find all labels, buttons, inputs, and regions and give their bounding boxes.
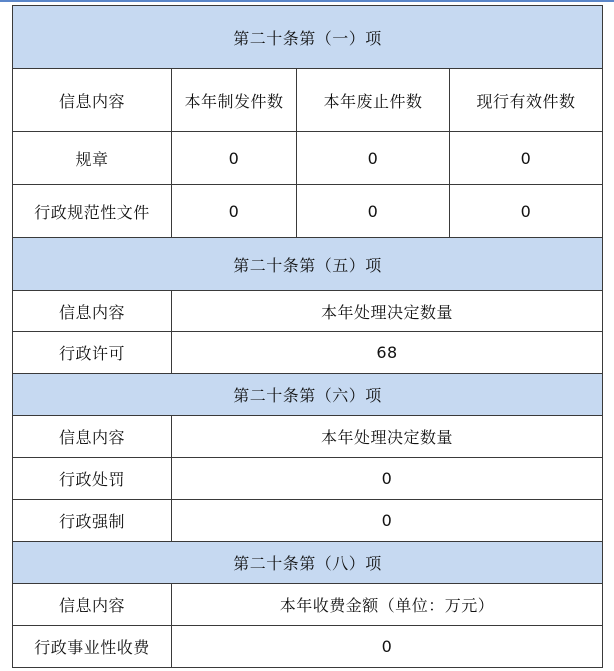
cell-value: 0 [172,458,603,500]
column-header: 本年处理决定数量 [172,416,603,458]
section-header-row [13,238,603,291]
column-header: 本年制发件数 [172,69,297,132]
column-header: 信息内容 [13,416,172,458]
section-header-row [13,6,603,69]
cell-value: 0 [172,626,603,668]
row-label: 行政处罚 [13,458,172,500]
column-header-row [13,584,603,626]
section-title: 第二十条第（六）项 [13,374,603,416]
section-title: 第二十条第（八）项 [13,542,603,584]
table-row [13,132,603,185]
column-header: 信息内容 [13,584,172,626]
column-header: 信息内容 [13,69,172,132]
row-label: 行政规范性文件 [13,185,172,238]
column-header-row [13,416,603,458]
column-header-row [13,69,603,132]
cell-value: 0 [297,185,450,238]
column-header-row [13,291,603,332]
cell-value: 0 [172,132,297,185]
column-header: 现行有效件数 [450,69,603,132]
table-row [13,626,603,668]
top-border-line [0,0,614,2]
table-row [13,332,603,374]
table-row [13,500,603,542]
cell-value: 0 [297,132,450,185]
cell-value: 0 [172,185,297,238]
cell-value: 0 [172,500,603,542]
table-row [13,458,603,500]
column-header: 本年收费金额（单位：万元） [172,584,603,626]
column-header: 本年废止件数 [297,69,450,132]
table-row [13,185,603,238]
row-label: 行政许可 [13,332,172,374]
cell-value: 0 [450,185,603,238]
row-label: 行政事业性收费 [13,626,172,668]
row-label: 规章 [13,132,172,185]
cell-value: 68 [172,332,603,374]
section-title: 第二十条第（一）项 [13,6,603,69]
column-header: 本年处理决定数量 [172,291,603,332]
section-header-row [13,542,603,584]
cell-value: 0 [450,132,603,185]
column-header: 信息内容 [13,291,172,332]
row-label: 行政强制 [13,500,172,542]
section-title: 第二十条第（五）项 [13,238,603,291]
disclosure-table [12,5,603,668]
section-header-row [13,374,603,416]
